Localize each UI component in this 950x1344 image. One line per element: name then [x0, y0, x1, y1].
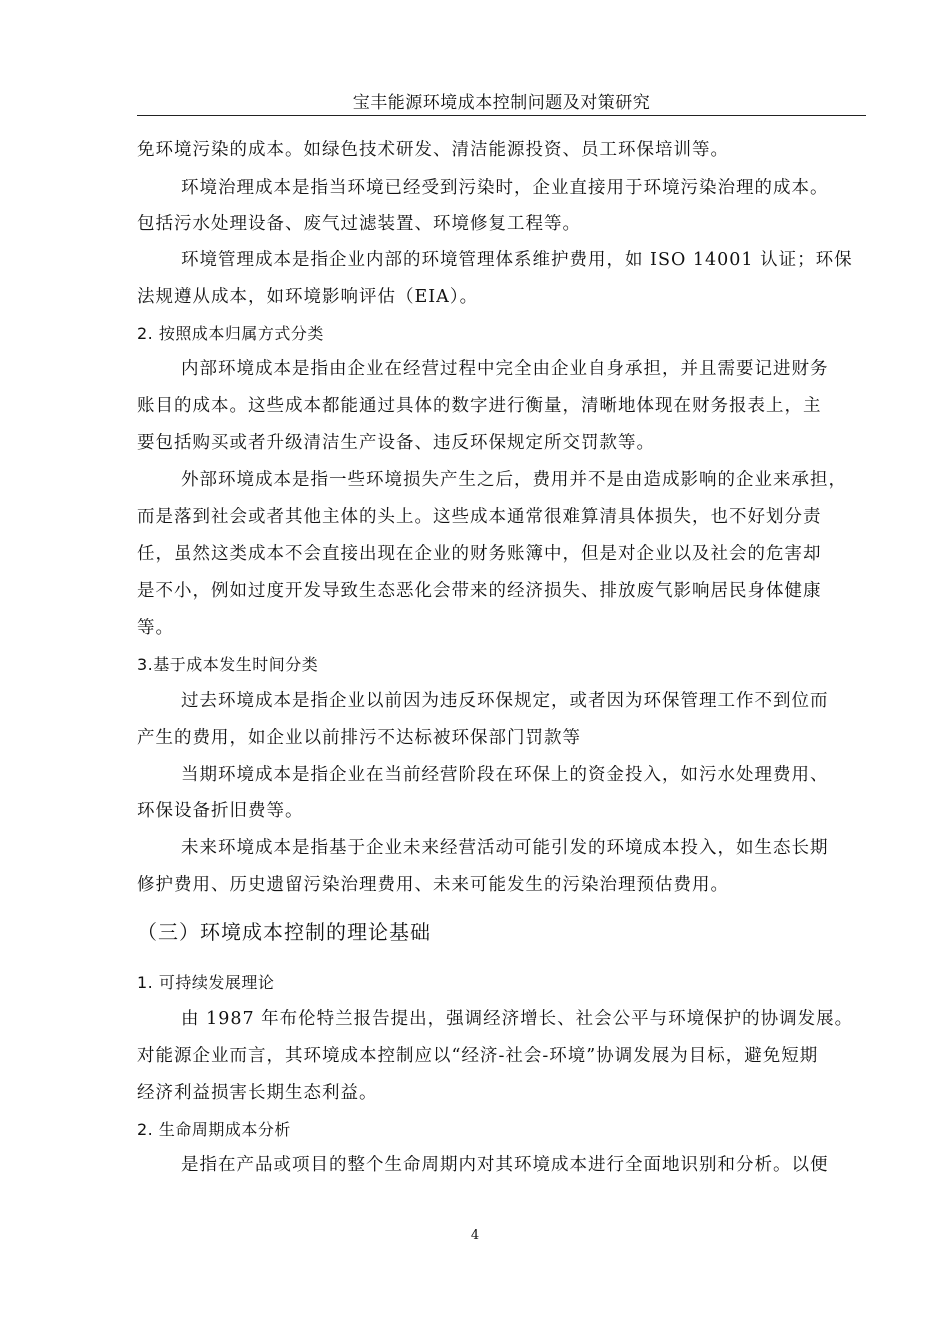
chapter-subheading: （三）环境成本控制的理论基础: [137, 920, 431, 944]
section-heading: 3.基于成本发生时间分类: [137, 655, 319, 674]
text-line: 产生的费用，如企业以前排污不达标被环保部门罚款等: [137, 728, 581, 748]
text-line: 而是落到社会或者其他主体的头上。这些成本通常很难算清具体损失，也不好划分责: [137, 507, 822, 527]
text-line: 是不小，例如过度开发导致生态恶化会带来的经济损失、排放废气影响居民身体健康: [137, 581, 822, 601]
running-header: 宝丰能源环境成本控制问题及对策研究: [352, 93, 651, 113]
text-line: 法规遵从成本，如环境影响评估（EIA）。: [137, 287, 479, 307]
text-line: 内部环境成本是指由企业在经营过程中完全由企业自身承担，并且需要记进财务: [181, 359, 829, 379]
text-line: 经济利益损害长期生态利益。: [137, 1083, 378, 1103]
text-line: 要包括购买或者升级清洁生产设备、违反环保规定所交罚款等。: [137, 433, 655, 453]
text-line: 等。: [137, 618, 174, 638]
text-line: 由 1987 年布伦特兰报告提出，强调经济增长、社会公平与环境保护的协调发展。: [181, 1009, 854, 1029]
text-line: 当期环境成本是指企业在当前经营阶段在环保上的资金投入，如污水处理费用、: [181, 765, 829, 785]
header-rule: [137, 115, 866, 116]
section-heading: 1. 可持续发展理论: [137, 973, 275, 992]
text-line: 外部环境成本是指一些环境损失产生之后，费用并不是由造成影响的企业来承担，: [181, 470, 847, 490]
text-line: 环境治理成本是指当环境已经受到污染时，企业直接用于环境污染治理的成本。: [181, 178, 829, 198]
text-line: 环境管理成本是指企业内部的环境管理体系维护费用，如 ISO 14001 认证；环保: [181, 250, 853, 270]
text-line: 免环境污染的成本。如绿色技术研发、清洁能源投资、员工环保培训等。: [137, 140, 729, 160]
page-number: 4: [470, 1228, 480, 1243]
text-line: 环保设备折旧费等。: [137, 801, 304, 821]
text-line: 修护费用、历史遗留污染治理费用、未来可能发生的污染治理预估费用。: [137, 875, 729, 895]
text-line: 未来环境成本是指基于企业未来经营活动可能引发的环境成本投入，如生态长期: [181, 838, 829, 858]
text-line: 是指在产品或项目的整个生命周期内对其环境成本进行全面地识别和分析。以便: [181, 1155, 829, 1175]
section-heading: 2. 生命周期成本分析: [137, 1120, 291, 1139]
text-line: 包括污水处理设备、废气过滤装置、环境修复工程等。: [137, 214, 581, 234]
section-heading: 2. 按照成本归属方式分类: [137, 324, 324, 343]
text-line: 过去环境成本是指企业以前因为违反环保规定，或者因为环保管理工作不到位而: [181, 691, 829, 711]
text-line: 对能源企业而言，其环境成本控制应以“经济-社会-环境”协调发展为目标，避免短期: [137, 1046, 819, 1066]
text-line: 任，虽然这类成本不会直接出现在企业的财务账簿中，但是对企业以及社会的危害却: [137, 544, 822, 564]
text-line: 账目的成本。这些成本都能通过具体的数字进行衡量，清晰地体现在财务报表上，主: [137, 396, 822, 416]
